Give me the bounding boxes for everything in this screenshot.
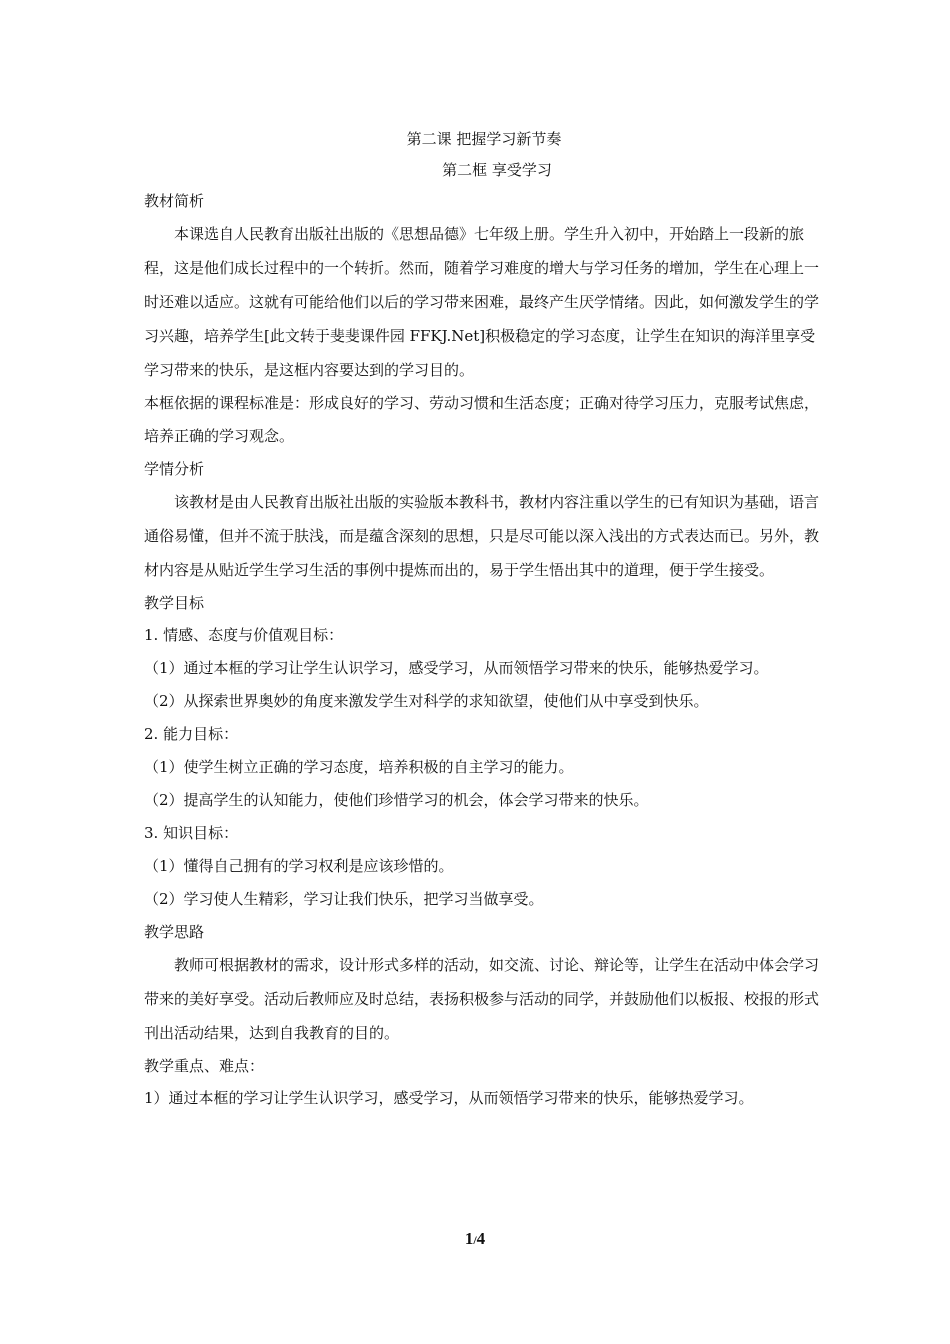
goal-emotion: 1. 情感、态度与价值观目标： xyxy=(144,626,344,644)
page-number xyxy=(0,1226,950,1253)
goal-knowledge-item-2: （2）学习使人生精彩，学习让我们快乐，把学习当做享受。 xyxy=(144,890,544,908)
page-total: 4 xyxy=(476,1229,486,1248)
goal-knowledge-item-1: （1）懂得自己拥有的学习权利是应该珍惜的。 xyxy=(144,857,454,875)
page-separator: / xyxy=(473,1233,477,1247)
heading-textbook-analysis: 教材简析 xyxy=(144,192,205,210)
goal-emotion-item-2: （2）从探索世界奥妙的角度来激发学生对科学的求知欲望，使他们从中享受到快乐。 xyxy=(144,692,709,710)
section-subtitle: 第二框 享受学习 xyxy=(442,161,552,179)
goal-ability: 2. 能力目标： xyxy=(144,725,239,743)
heading-learner-analysis: 学情分析 xyxy=(144,460,205,478)
goal-ability-item-2: （2）提高学生的认知能力，使他们珍惜学习的机会，体会学习带来的快乐。 xyxy=(144,791,649,809)
document-body xyxy=(144,124,824,1115)
paragraph-curriculum-standard: 本框依据的课程标准是：形成良好的学习、劳动习惯和生活态度；正确对待学习压力，克服考试焦虑，培养正确的学习观念。 xyxy=(144,394,820,445)
paragraph-teaching-approach: 教师可根据教材的需求，设计形式多样的活动，如交流、讨论、辩论等，让学生在活动中体会学习带来的美好享受。活动后教师应及时总结，表扬积极参与活动的同学，并鼓励他们以板报、校报的形式刊出活动结果，达到自我教育的目的。 xyxy=(144,956,820,1042)
key-point-item-1: 1）通过本框的学习让学生认识学习，感受学习，从而领悟学习带来的快乐，能够热爱学习。 xyxy=(144,1089,754,1107)
goal-emotion-item-1: （1）通过本框的学习让学生认识学习，感受学习，从而领悟学习带来的快乐，能够热爱学习。 xyxy=(144,659,769,677)
goal-ability-item-1: （1）使学生树立正确的学习态度，培养积极的自主学习的能力。 xyxy=(144,758,574,776)
heading-teaching-approach: 教学思路 xyxy=(144,923,205,941)
paragraph-learner-analysis: 该教材是由人民教育出版社出版的实验版本教科书，教材内容注重以学生的已有知识为基础，语言通俗易懂，但并不流于肤浅，而是蕴含深刻的思想，只是尽可能以深入浅出的方式表达而已。另外，教材内容是从贴近学生学习生活的事例中提炼而出的，易于学生悟出其中的道理，便于学生接受。 xyxy=(144,493,820,579)
heading-key-points: 教学重点、难点： xyxy=(144,1057,265,1075)
goal-knowledge: 3. 知识目标： xyxy=(144,824,239,842)
heading-teaching-goals: 教学目标 xyxy=(144,594,205,612)
lesson-title: 第二课 把握学习新节奏 xyxy=(406,130,562,148)
paragraph-textbook-analysis: 本课选自人民教育出版社出版的《思想品德》七年级上册。学生升入初中，开始踏上一段新的旅程，这是他们成长过程中的一个转折。然而，随着学习难度的增大与学习任务的增加，学生在心理上一时还难以适应。这就有可能给他们以后的学习带来困难，最终产生厌学情绪。因此，如何激发学生的学习兴趣，培养学生[此文转于斐斐课件园 FFKJ.Net]积极稳定的学习态度，让学生在知识的海洋里享受学习带来的快乐，是这框内容要达到的学习目的。 xyxy=(144,225,820,379)
page-current: 1 xyxy=(464,1229,474,1248)
